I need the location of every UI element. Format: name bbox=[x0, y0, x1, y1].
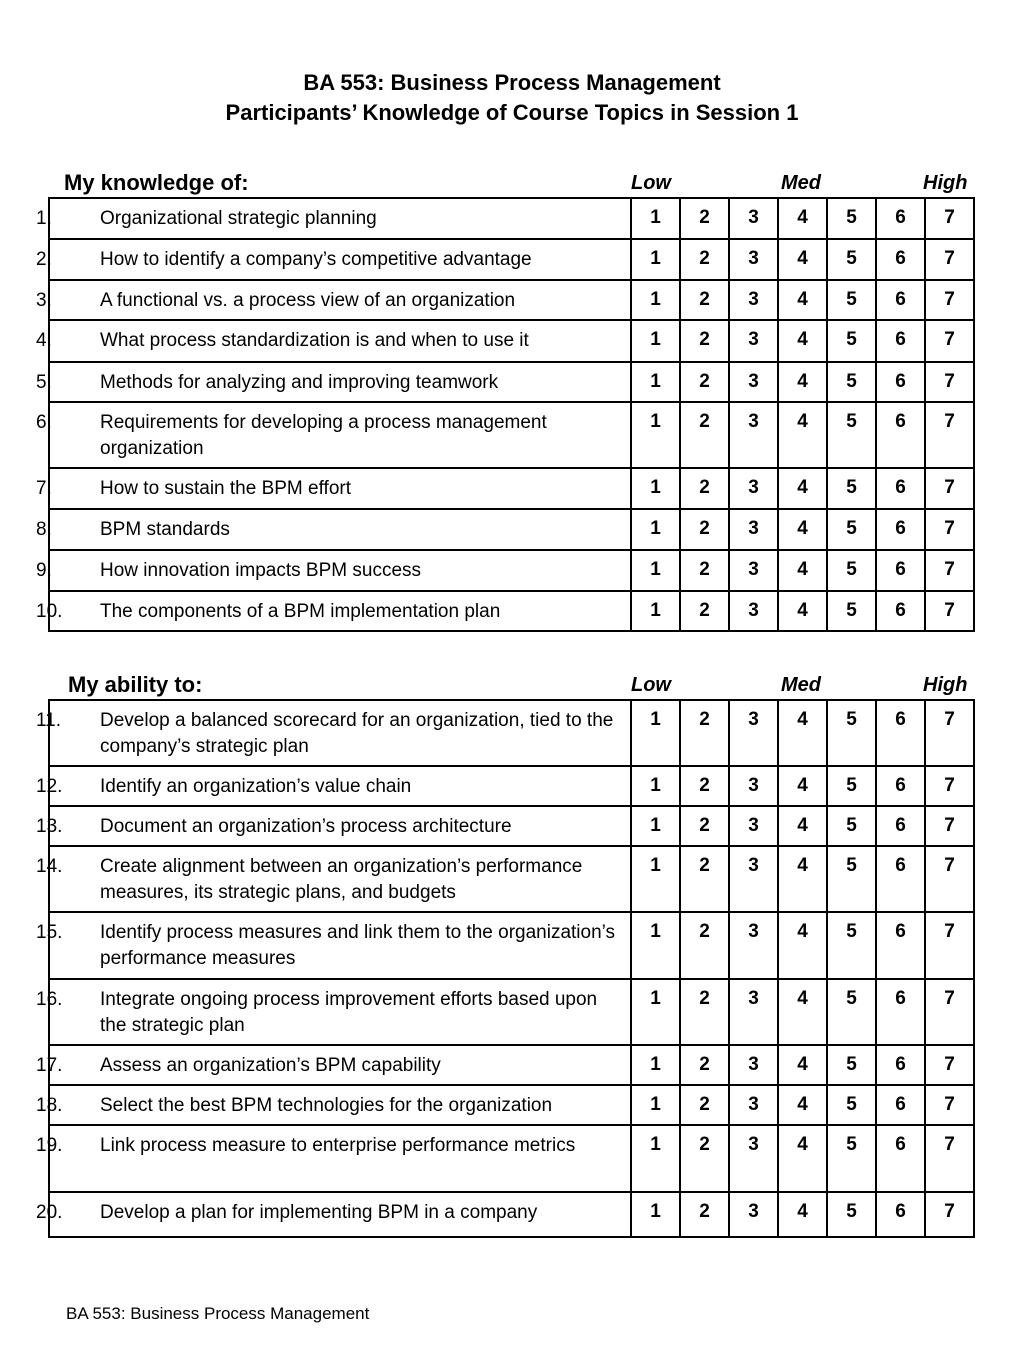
table-row bbox=[49, 239, 974, 280]
item-cell bbox=[36, 1085, 631, 1125]
table-row bbox=[49, 979, 974, 1045]
item-number: 20. bbox=[36, 1202, 63, 1223]
rating-option-1[interactable]: 1 bbox=[631, 979, 680, 1045]
rating-option-7[interactable]: 7 bbox=[925, 509, 974, 550]
rating-option-1[interactable]: 1 bbox=[631, 1192, 680, 1237]
rating-option-3[interactable]: 3 bbox=[729, 1045, 778, 1085]
rating-option-4[interactable]: 4 bbox=[778, 1045, 827, 1085]
rating-option-1[interactable]: 1 bbox=[631, 806, 680, 846]
item-number: 11. bbox=[36, 710, 62, 731]
rating-option-5[interactable]: 5 bbox=[827, 509, 876, 550]
item-text: Select the best BPM technologies for the organization bbox=[100, 1095, 553, 1116]
rating-option-4[interactable]: 4 bbox=[778, 979, 827, 1045]
rating-option-1[interactable]: 1 bbox=[631, 1125, 680, 1192]
rating-option-3[interactable]: 3 bbox=[729, 846, 778, 912]
item-text: How to sustain the BPM effort bbox=[100, 478, 351, 499]
table-row bbox=[49, 806, 974, 846]
rating-option-7[interactable]: 7 bbox=[925, 806, 974, 846]
rating-option-1[interactable]: 1 bbox=[631, 320, 680, 362]
rating-option-7[interactable]: 7 bbox=[925, 198, 974, 239]
rating-option-4[interactable]: 4 bbox=[778, 198, 827, 239]
item-cell bbox=[36, 766, 631, 806]
ability-heading: My ability to: bbox=[68, 672, 203, 697]
item-text: A functional vs. a process view of an organization bbox=[100, 290, 516, 311]
rating-option-2[interactable]: 2 bbox=[680, 509, 729, 550]
table-row bbox=[49, 846, 974, 912]
item-cell bbox=[36, 239, 631, 280]
rating-option-3[interactable]: 3 bbox=[729, 1192, 778, 1237]
knowledge-scale-med: Med bbox=[781, 172, 821, 194]
item-number: 17. bbox=[36, 1055, 63, 1076]
rating-option-6[interactable]: 6 bbox=[876, 468, 925, 509]
item-cell bbox=[36, 362, 631, 402]
item-text: Assess an organization’s BPM capability bbox=[100, 1055, 441, 1076]
rating-option-7[interactable]: 7 bbox=[925, 1045, 974, 1085]
item-number: 4. bbox=[36, 330, 52, 351]
rating-option-7[interactable]: 7 bbox=[925, 239, 974, 280]
item-cell bbox=[36, 979, 631, 1045]
rating-option-5[interactable]: 5 bbox=[827, 912, 876, 979]
rating-option-6[interactable]: 6 bbox=[876, 846, 925, 912]
rating-option-4[interactable]: 4 bbox=[778, 1125, 827, 1192]
rating-option-7[interactable]: 7 bbox=[925, 362, 974, 402]
item-text: Document an organization’s process architecture bbox=[100, 816, 512, 837]
item-cell bbox=[36, 591, 631, 631]
rating-option-1[interactable]: 1 bbox=[631, 591, 680, 631]
item-number: 5. bbox=[36, 372, 52, 393]
rating-option-4[interactable]: 4 bbox=[778, 846, 827, 912]
rating-option-7[interactable]: 7 bbox=[925, 700, 974, 766]
rating-option-6[interactable]: 6 bbox=[876, 591, 925, 631]
rating-option-7[interactable]: 7 bbox=[925, 1125, 974, 1192]
rating-option-4[interactable]: 4 bbox=[778, 280, 827, 320]
item-cell bbox=[36, 1045, 631, 1085]
rating-option-2[interactable]: 2 bbox=[680, 402, 729, 468]
rating-option-1[interactable]: 1 bbox=[631, 1085, 680, 1125]
rating-option-5[interactable]: 5 bbox=[827, 280, 876, 320]
table-row bbox=[49, 700, 974, 766]
rating-option-1[interactable]: 1 bbox=[631, 550, 680, 591]
table-row bbox=[49, 912, 974, 979]
rating-option-3[interactable]: 3 bbox=[729, 766, 778, 806]
rating-option-2[interactable]: 2 bbox=[680, 362, 729, 402]
item-text: Create alignment between an organization’s performance measures, its strategic plans, and budgets bbox=[100, 856, 583, 903]
item-cell bbox=[36, 1125, 631, 1192]
item-text: BPM standards bbox=[100, 519, 230, 540]
rating-option-3[interactable]: 3 bbox=[729, 362, 778, 402]
rating-option-6[interactable]: 6 bbox=[876, 198, 925, 239]
item-cell bbox=[36, 320, 631, 362]
rating-option-3[interactable]: 3 bbox=[729, 468, 778, 509]
knowledge-table bbox=[36, 197, 975, 632]
item-number: 13. bbox=[36, 816, 63, 837]
rating-option-2[interactable]: 2 bbox=[680, 912, 729, 979]
rating-option-1[interactable]: 1 bbox=[631, 468, 680, 509]
rating-option-1[interactable]: 1 bbox=[631, 912, 680, 979]
rating-option-4[interactable]: 4 bbox=[778, 509, 827, 550]
rating-option-5[interactable]: 5 bbox=[827, 239, 876, 280]
table-row bbox=[49, 1192, 974, 1237]
item-text: What process standardization is and when to use it bbox=[100, 330, 529, 351]
rating-option-6[interactable]: 6 bbox=[876, 320, 925, 362]
item-text: Requirements for developing a process management organization bbox=[100, 412, 547, 459]
rating-option-5[interactable]: 5 bbox=[827, 1045, 876, 1085]
item-text: The components of a BPM implementation plan bbox=[100, 601, 501, 622]
rating-option-5[interactable]: 5 bbox=[827, 766, 876, 806]
item-number: 7. bbox=[36, 478, 52, 499]
table-row bbox=[49, 1085, 974, 1125]
item-cell bbox=[36, 509, 631, 550]
ability-scale-high: High bbox=[923, 674, 968, 696]
item-text: Identify process measures and link them to the organization’s performance measures bbox=[100, 922, 616, 969]
table-row bbox=[49, 468, 974, 509]
rating-option-5[interactable]: 5 bbox=[827, 846, 876, 912]
rating-option-2[interactable]: 2 bbox=[680, 700, 729, 766]
rating-option-3[interactable]: 3 bbox=[729, 1085, 778, 1125]
rating-option-4[interactable]: 4 bbox=[778, 362, 827, 402]
rating-option-6[interactable]: 6 bbox=[876, 700, 925, 766]
rating-option-3[interactable]: 3 bbox=[729, 591, 778, 631]
item-number: 12. bbox=[36, 776, 63, 797]
item-text: How innovation impacts BPM success bbox=[100, 560, 422, 581]
rating-option-4[interactable]: 4 bbox=[778, 591, 827, 631]
rating-option-7[interactable]: 7 bbox=[925, 591, 974, 631]
rating-option-2[interactable]: 2 bbox=[680, 239, 729, 280]
rating-option-3[interactable]: 3 bbox=[729, 198, 778, 239]
rating-option-3[interactable]: 3 bbox=[729, 402, 778, 468]
item-cell bbox=[36, 1192, 631, 1237]
rating-option-4[interactable]: 4 bbox=[778, 912, 827, 979]
item-cell bbox=[36, 198, 631, 239]
rating-option-1[interactable]: 1 bbox=[631, 362, 680, 402]
rating-option-3[interactable]: 3 bbox=[729, 509, 778, 550]
rating-option-4[interactable]: 4 bbox=[778, 468, 827, 509]
rating-option-4[interactable]: 4 bbox=[778, 239, 827, 280]
item-text: How to identify a company’s competitive advantage bbox=[100, 249, 532, 270]
ability-scale-med: Med bbox=[781, 674, 821, 696]
rating-option-7[interactable]: 7 bbox=[925, 550, 974, 591]
item-number: 10. bbox=[36, 601, 63, 622]
rating-option-5[interactable]: 5 bbox=[827, 198, 876, 239]
item-number: 9. bbox=[36, 560, 52, 581]
rating-option-1[interactable]: 1 bbox=[631, 402, 680, 468]
rating-option-5[interactable]: 5 bbox=[827, 806, 876, 846]
rating-option-6[interactable]: 6 bbox=[876, 766, 925, 806]
rating-option-2[interactable]: 2 bbox=[680, 766, 729, 806]
rating-option-2[interactable]: 2 bbox=[680, 1085, 729, 1125]
item-cell bbox=[36, 806, 631, 846]
item-text: Develop a balanced scorecard for an organization, tied to the company’s strategic plan bbox=[100, 710, 614, 757]
rating-option-7[interactable]: 7 bbox=[925, 280, 974, 320]
item-text: Organizational strategic planning bbox=[100, 208, 377, 229]
item-number: 2. bbox=[36, 249, 52, 270]
knowledge-heading: My knowledge of: bbox=[64, 170, 249, 195]
rating-option-2[interactable]: 2 bbox=[680, 846, 729, 912]
document-subtitle: Participants’ Knowledge of Course Topics in Session 1 bbox=[225, 100, 799, 125]
ability-table bbox=[36, 699, 975, 1238]
item-text: Integrate ongoing process improvement efforts based upon the strategic plan bbox=[100, 989, 598, 1036]
rating-option-6[interactable]: 6 bbox=[876, 550, 925, 591]
rating-option-1[interactable]: 1 bbox=[631, 766, 680, 806]
rating-option-2[interactable]: 2 bbox=[680, 280, 729, 320]
rating-option-7[interactable]: 7 bbox=[925, 402, 974, 468]
item-number: 18. bbox=[36, 1095, 63, 1116]
item-cell bbox=[36, 912, 631, 979]
rating-option-4[interactable]: 4 bbox=[778, 766, 827, 806]
rating-option-7[interactable]: 7 bbox=[925, 766, 974, 806]
rating-option-3[interactable]: 3 bbox=[729, 239, 778, 280]
item-number: 14. bbox=[36, 856, 63, 877]
rating-option-2[interactable]: 2 bbox=[680, 1045, 729, 1085]
rating-option-6[interactable]: 6 bbox=[876, 280, 925, 320]
page-footer: BA 553: Business Process Management bbox=[66, 1304, 370, 1323]
item-text: Identify an organization’s value chain bbox=[100, 776, 412, 797]
rating-option-1[interactable]: 1 bbox=[631, 846, 680, 912]
rating-option-3[interactable]: 3 bbox=[729, 1125, 778, 1192]
rating-option-6[interactable]: 6 bbox=[876, 402, 925, 468]
rating-option-2[interactable]: 2 bbox=[680, 806, 729, 846]
rating-option-4[interactable]: 4 bbox=[778, 1085, 827, 1125]
rating-option-2[interactable]: 2 bbox=[680, 591, 729, 631]
rating-option-5[interactable]: 5 bbox=[827, 1125, 876, 1192]
table-row bbox=[49, 509, 974, 550]
rating-option-7[interactable]: 7 bbox=[925, 468, 974, 509]
rating-option-1[interactable]: 1 bbox=[631, 1045, 680, 1085]
rating-option-5[interactable]: 5 bbox=[827, 468, 876, 509]
rating-option-6[interactable]: 6 bbox=[876, 509, 925, 550]
rating-option-1[interactable]: 1 bbox=[631, 198, 680, 239]
rating-option-3[interactable]: 3 bbox=[729, 280, 778, 320]
rating-option-2[interactable]: 2 bbox=[680, 320, 729, 362]
item-cell bbox=[36, 280, 631, 320]
rating-option-1[interactable]: 1 bbox=[631, 700, 680, 766]
rating-option-5[interactable]: 5 bbox=[827, 700, 876, 766]
rating-option-7[interactable]: 7 bbox=[925, 320, 974, 362]
rating-option-7[interactable]: 7 bbox=[925, 1085, 974, 1125]
item-number: 15. bbox=[36, 922, 63, 943]
rating-option-2[interactable]: 2 bbox=[680, 550, 729, 591]
rating-option-2[interactable]: 2 bbox=[680, 979, 729, 1045]
item-number: 19. bbox=[36, 1135, 63, 1156]
table-row bbox=[49, 550, 974, 591]
document-title: BA 553: Business Process Management bbox=[303, 70, 721, 95]
rating-option-7[interactable]: 7 bbox=[925, 846, 974, 912]
rating-option-3[interactable]: 3 bbox=[729, 912, 778, 979]
rating-option-5[interactable]: 5 bbox=[827, 362, 876, 402]
rating-option-4[interactable]: 4 bbox=[778, 320, 827, 362]
rating-option-3[interactable]: 3 bbox=[729, 979, 778, 1045]
rating-option-3[interactable]: 3 bbox=[729, 320, 778, 362]
item-cell bbox=[36, 468, 631, 509]
rating-option-7[interactable]: 7 bbox=[925, 1192, 974, 1237]
rating-option-1[interactable]: 1 bbox=[631, 280, 680, 320]
item-cell bbox=[36, 700, 631, 766]
rating-option-5[interactable]: 5 bbox=[827, 1192, 876, 1237]
rating-option-4[interactable]: 4 bbox=[778, 550, 827, 591]
table-row bbox=[49, 766, 974, 806]
rating-option-4[interactable]: 4 bbox=[778, 700, 827, 766]
table-row bbox=[49, 591, 974, 631]
rating-option-2[interactable]: 2 bbox=[680, 1125, 729, 1192]
rating-option-6[interactable]: 6 bbox=[876, 1045, 925, 1085]
table-row bbox=[49, 320, 974, 362]
rating-option-6[interactable]: 6 bbox=[876, 1125, 925, 1192]
rating-option-4[interactable]: 4 bbox=[778, 806, 827, 846]
rating-option-4[interactable]: 4 bbox=[778, 402, 827, 468]
item-cell bbox=[36, 846, 631, 912]
item-number: 8. bbox=[36, 519, 52, 540]
item-text: Methods for analyzing and improving teamwork bbox=[100, 372, 499, 393]
rating-option-4[interactable]: 4 bbox=[778, 1192, 827, 1237]
item-number: 16. bbox=[36, 989, 63, 1010]
rating-option-5[interactable]: 5 bbox=[827, 402, 876, 468]
item-number: 6. bbox=[36, 412, 52, 433]
rating-option-3[interactable]: 3 bbox=[729, 550, 778, 591]
table-row bbox=[49, 402, 974, 468]
rating-option-7[interactable]: 7 bbox=[925, 979, 974, 1045]
rating-option-2[interactable]: 2 bbox=[680, 468, 729, 509]
rating-option-1[interactable]: 1 bbox=[631, 239, 680, 280]
item-cell bbox=[36, 402, 631, 468]
item-cell bbox=[36, 550, 631, 591]
item-number: 1. bbox=[36, 208, 52, 229]
rating-option-5[interactable]: 5 bbox=[827, 979, 876, 1045]
rating-option-5[interactable]: 5 bbox=[827, 550, 876, 591]
item-text: Link process measure to enterprise performance metrics bbox=[100, 1135, 576, 1156]
rating-option-1[interactable]: 1 bbox=[631, 509, 680, 550]
ability-scale-low: Low bbox=[631, 674, 671, 696]
table-row bbox=[49, 1045, 974, 1085]
rating-option-6[interactable]: 6 bbox=[876, 1192, 925, 1237]
item-text: Develop a plan for implementing BPM in a company bbox=[100, 1202, 538, 1223]
rating-option-5[interactable]: 5 bbox=[827, 1085, 876, 1125]
rating-option-7[interactable]: 7 bbox=[925, 912, 974, 979]
rating-option-2[interactable]: 2 bbox=[680, 198, 729, 239]
table-row bbox=[49, 362, 974, 402]
rating-option-5[interactable]: 5 bbox=[827, 591, 876, 631]
rating-option-3[interactable]: 3 bbox=[729, 806, 778, 846]
rating-option-6[interactable]: 6 bbox=[876, 362, 925, 402]
table-row bbox=[49, 280, 974, 320]
rating-option-6[interactable]: 6 bbox=[876, 239, 925, 280]
table-row bbox=[49, 1125, 974, 1192]
table-row bbox=[49, 198, 974, 239]
rating-option-2[interactable]: 2 bbox=[680, 1192, 729, 1237]
rating-option-5[interactable]: 5 bbox=[827, 320, 876, 362]
item-number: 3. bbox=[36, 290, 52, 311]
rating-option-6[interactable]: 6 bbox=[876, 979, 925, 1045]
rating-option-6[interactable]: 6 bbox=[876, 806, 925, 846]
rating-option-6[interactable]: 6 bbox=[876, 912, 925, 979]
rating-option-6[interactable]: 6 bbox=[876, 1085, 925, 1125]
knowledge-scale-high: High bbox=[923, 172, 968, 194]
rating-option-3[interactable]: 3 bbox=[729, 700, 778, 766]
knowledge-scale-low: Low bbox=[631, 172, 671, 194]
